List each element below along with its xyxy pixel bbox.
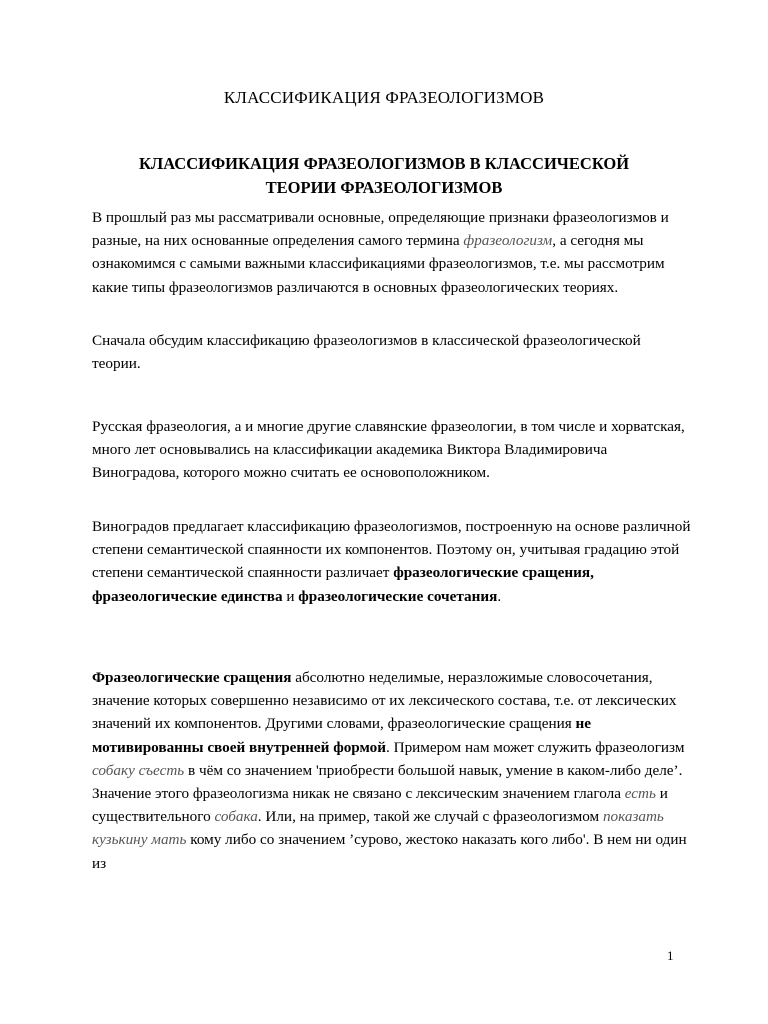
- section-heading-line-2: ТЕОРИИ ФРАЗЕОЛОГИЗМОВ: [265, 178, 503, 197]
- paragraph-fusions: [92, 666, 692, 875]
- fusions-example-2: показать кузькину мать: [92, 808, 664, 849]
- fusions-example-1: собаку съесть: [92, 761, 185, 779]
- fusions-bold-2: не мотивированны своей внутренней формой: [92, 715, 591, 756]
- classification-bold-2: фразеологические сочетания: [298, 587, 498, 605]
- intro-text-1: В прошлый раз мы рассматривали основные, определяющие признаки фразеологизмов и разные, на них основанные определения самого термина: [92, 209, 669, 250]
- fusions-text-5: . Или, на пример, такой же случай с фразеологизмом: [257, 808, 603, 826]
- intro-text-2: , а сегодня мы ознакомимся с самыми важными классификациями фразеологизмов, т.е. мы рассмотрим какие типы фразеологизмов различаются в основных фразеологических теориях.: [92, 232, 665, 296]
- fusions-text-4: и существительного: [92, 785, 668, 826]
- document-title: КЛАССИФИКАЦИЯ ФРАЗЕОЛОГИЗМОВ: [223, 88, 545, 107]
- intro-term-italic: фразеологизм: [463, 232, 553, 250]
- fusions-word-sobaka: собака: [214, 808, 258, 826]
- section-heading-line-1: КЛАССИФИКАЦИЯ ФРАЗЕОЛОГИЗМОВ В КЛАССИЧЕСКОЙ: [138, 154, 630, 173]
- page-number: 1: [667, 948, 674, 963]
- fusions-text-2: . Примером нам может служить фразеологизм: [386, 738, 685, 756]
- fusions-word-est: есть: [624, 785, 656, 803]
- classification-text-3: .: [497, 587, 502, 605]
- paragraph-intro: [92, 206, 692, 299]
- paragraph-vinogradov-intro: Русская фразеология, а и многие другие славянские фразеологии, в том числе и хорватская, много лет основывались на классификации академика Виктора Владимировича Виноградова, которого можно считать ее основоположником.: [92, 418, 685, 482]
- classification-text-2: и: [282, 587, 299, 605]
- fusions-text-1: абсолютно неделимые, неразложимые словосочетания, значение которых совершенно независимо от их лексического состава, т.е. от лексических значений их компонентов. Другими словами, фразеологические сращения: [92, 669, 677, 733]
- paragraph-classical-theory: Сначала обсудим классификацию фразеологизмов в классической фразеологической теории.: [92, 332, 641, 373]
- fusions-text-3: в чём со значением 'приобрести большой навык, умение в каком-либо деле’. Значение этого фразеологизма никак не связано с лексическим значением глагола: [92, 761, 683, 803]
- section-heading: [90, 152, 678, 200]
- classification-bold-1: фразеологические сращения, фразеологические единства: [92, 564, 594, 605]
- paragraph-vinogradov-classification: [92, 515, 692, 608]
- fusions-term-bold: Фразеологические сращения: [92, 669, 292, 686]
- fusions-text-6: кому либо со значением ’сурово, жестоко наказать кого либо'. В нем ни один из: [92, 831, 687, 872]
- classification-text-1: Виноградов предлагает классификацию фразеологизмов, построенную на основе различной степени семантической спаянности их компонентов. Поэтому он, учитывая градацию этой степени семантической спаянности различает: [92, 518, 691, 582]
